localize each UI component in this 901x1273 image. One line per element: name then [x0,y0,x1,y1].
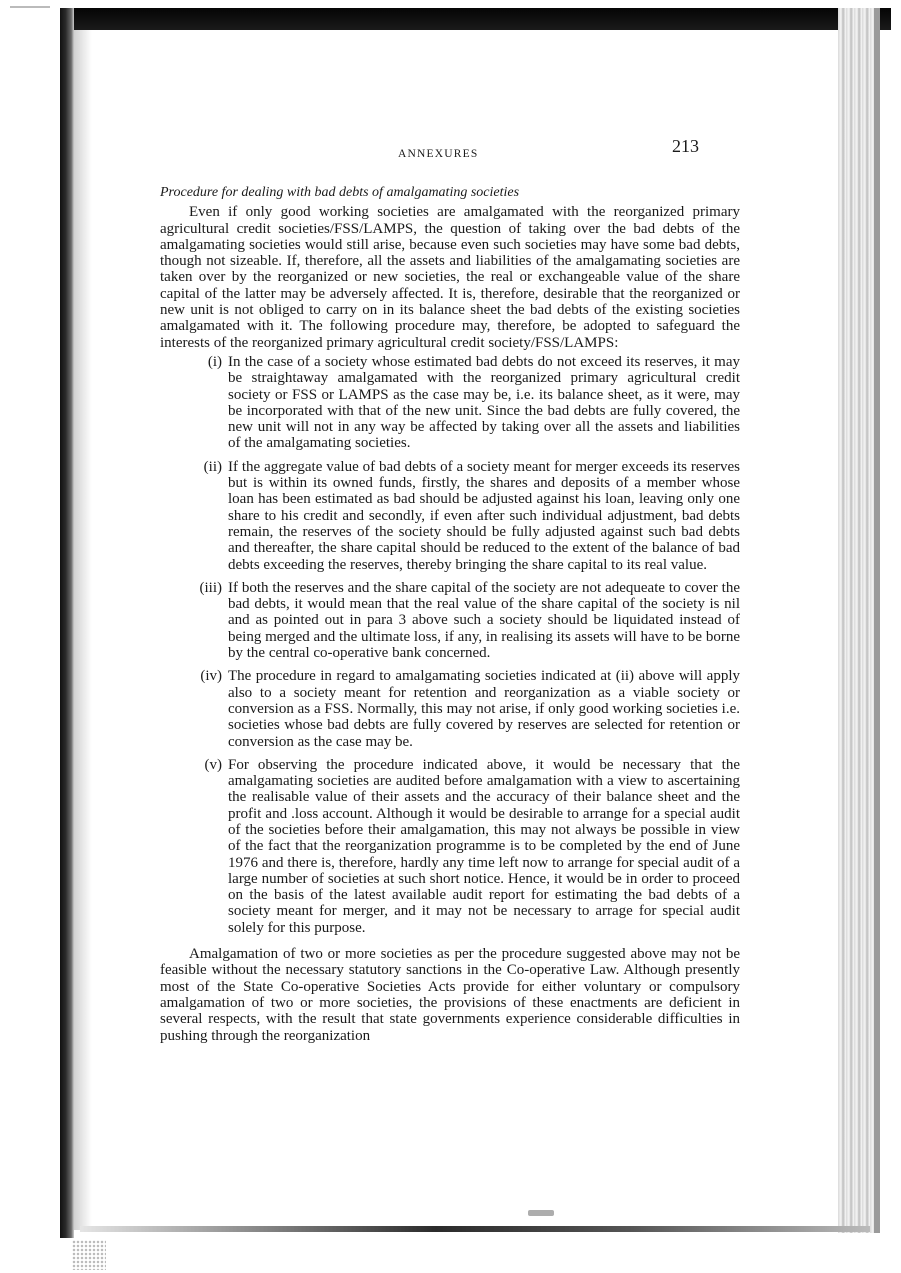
list-item-text: In the case of a society whose estimated bad debts do not exceed its reserves, it may be straightaway amalgamated with the reorganized primary agricultural credit society or FSS or LAMPS as the case may be, i.e. its balance sheet, as it were, may be incorporated with that of the new unit. Since the bad debts are fully covered, the new unit will not in any way be affected by taking over all the assets and liabilities of the amalgamating societies. [228,353,740,452]
list-item [160,580,740,661]
list-item [160,757,740,936]
list-item-number: (v) [204,756,222,773]
list-item-text: The procedure in regard to amalgamating societies indicated at (ii) above will apply also to a society meant for retention and reorganization as a viable society or conversion as a FSS. Normally, this may not arise, if only good working societies i.e. societies whose bad debts are fully covered by reserves are selected for retention or conversion as the case may be. [228,668,740,750]
list-item-number: (iv) [200,668,222,685]
document-page [160,138,740,1044]
scan-left-shadow [74,30,92,1230]
list-item [160,354,740,452]
scan-right-page-edges [838,8,874,1233]
scan-edge-mark [10,6,50,8]
scan-speckle [72,1240,106,1270]
section-title: Procedure for dealing with bad debts of amalgamating societies [160,185,520,200]
list-item-text: If both the reserves and the share capital of the society are not adequeate to cover the bad debts, it would mean that the real value of the share capital of the society is nil and as pointed out in para 3 above such a society should be liquidated instead of being merged and the ultimate loss, if any, in realising its assets will have to be borne by the central co-operative bank concerned. [228,579,740,662]
scan-smudge [528,1210,554,1216]
list-item-text: If the aggregate value of bad debts of a society meant for merger exceeds its reserves but is within its owned funds, firstly, the shares and deposits of a member whose loan has been estimated as bad should be adjusted against his loan, leaving only one share to his credit and secondly, if even after such individual adjustment, bad debts remain, the reserves of the society should be fully adjusted against such bad debts and thereafter, the share capital should be reduced to the extent of the balance of bad debts exceeding the reserves, thereby bringing the share capital to its real value. [228,458,740,573]
list-item-number: (ii) [203,458,222,475]
list-item [160,668,740,749]
procedure-list [160,354,740,936]
closing-paragraph: Amalgamation of two or more societies as per the procedure suggested above may not be feasible without the necessary statutory sanctions in the Co-operative Law. Although presently most of the State Co-operative Societies Acts provide for either voluntary or compulsory amalgamation of two or more societies, the provisions of these enactments are deficient in several respects, with the result that state governments experience considerable difficulties in pushing through the reorganization [160,946,740,1044]
list-item-number: (iii) [199,579,222,596]
intro-paragraph: Even if only good working societies are amalgamated with the reorganized primary agricultural credit societies/FSS/LAMPS, the question of taking over the bad debts of the amalgamating societies would still arise, because even such societies may have some bad debts, though not sizeable. If, therefore, all the assets and liabilities of the amalgamating societies are taken over by the reorganized or new societies, the real or exchangeable value of the share capital of the latter may be adversely affected. It is, therefore, desirable that the reorganized or new unit is not obliged to carry on in its balance sheet the bad debts of the existing societies amalgamated with it. The following procedure may, therefore, be adopted to safeguard the interests of the reorganized primary agricultural credit society/FSS/LAMPS: [160,204,740,351]
list-item-text: For observing the procedure indicated above, it would be necessary that the amalgamating societies are audited before amalgamation with a view to ascertaining the realisable value of their assets and the accuracy of their balance sheet and the profit and .loss account. Although it would be desirable to arrange for a special audit of the societies before their amalgamation, this may not always be possible in view of the fact that the reorganization programme is to be completed by the end of June 1976 and there is, therefore, hardly any time left now to arrange for special audit of a large number of societies at such short notice. Hence, it would be in order to proceed on the basis of the latest available audit report for estimating the bad debts of a society meant for merger, and it may not be necessary to arrage for special audit solely for this purpose. [228,756,740,936]
list-item-number: (i) [207,353,222,370]
page-number: 213 [672,136,699,156]
scan-left-border [60,8,74,1238]
scan-right-border [874,8,880,1233]
scan-top-border [60,8,891,30]
page-header [160,138,740,166]
scan-bottom-border [80,1226,870,1232]
running-head: ANNEXURES [398,148,479,160]
list-item [160,459,740,573]
